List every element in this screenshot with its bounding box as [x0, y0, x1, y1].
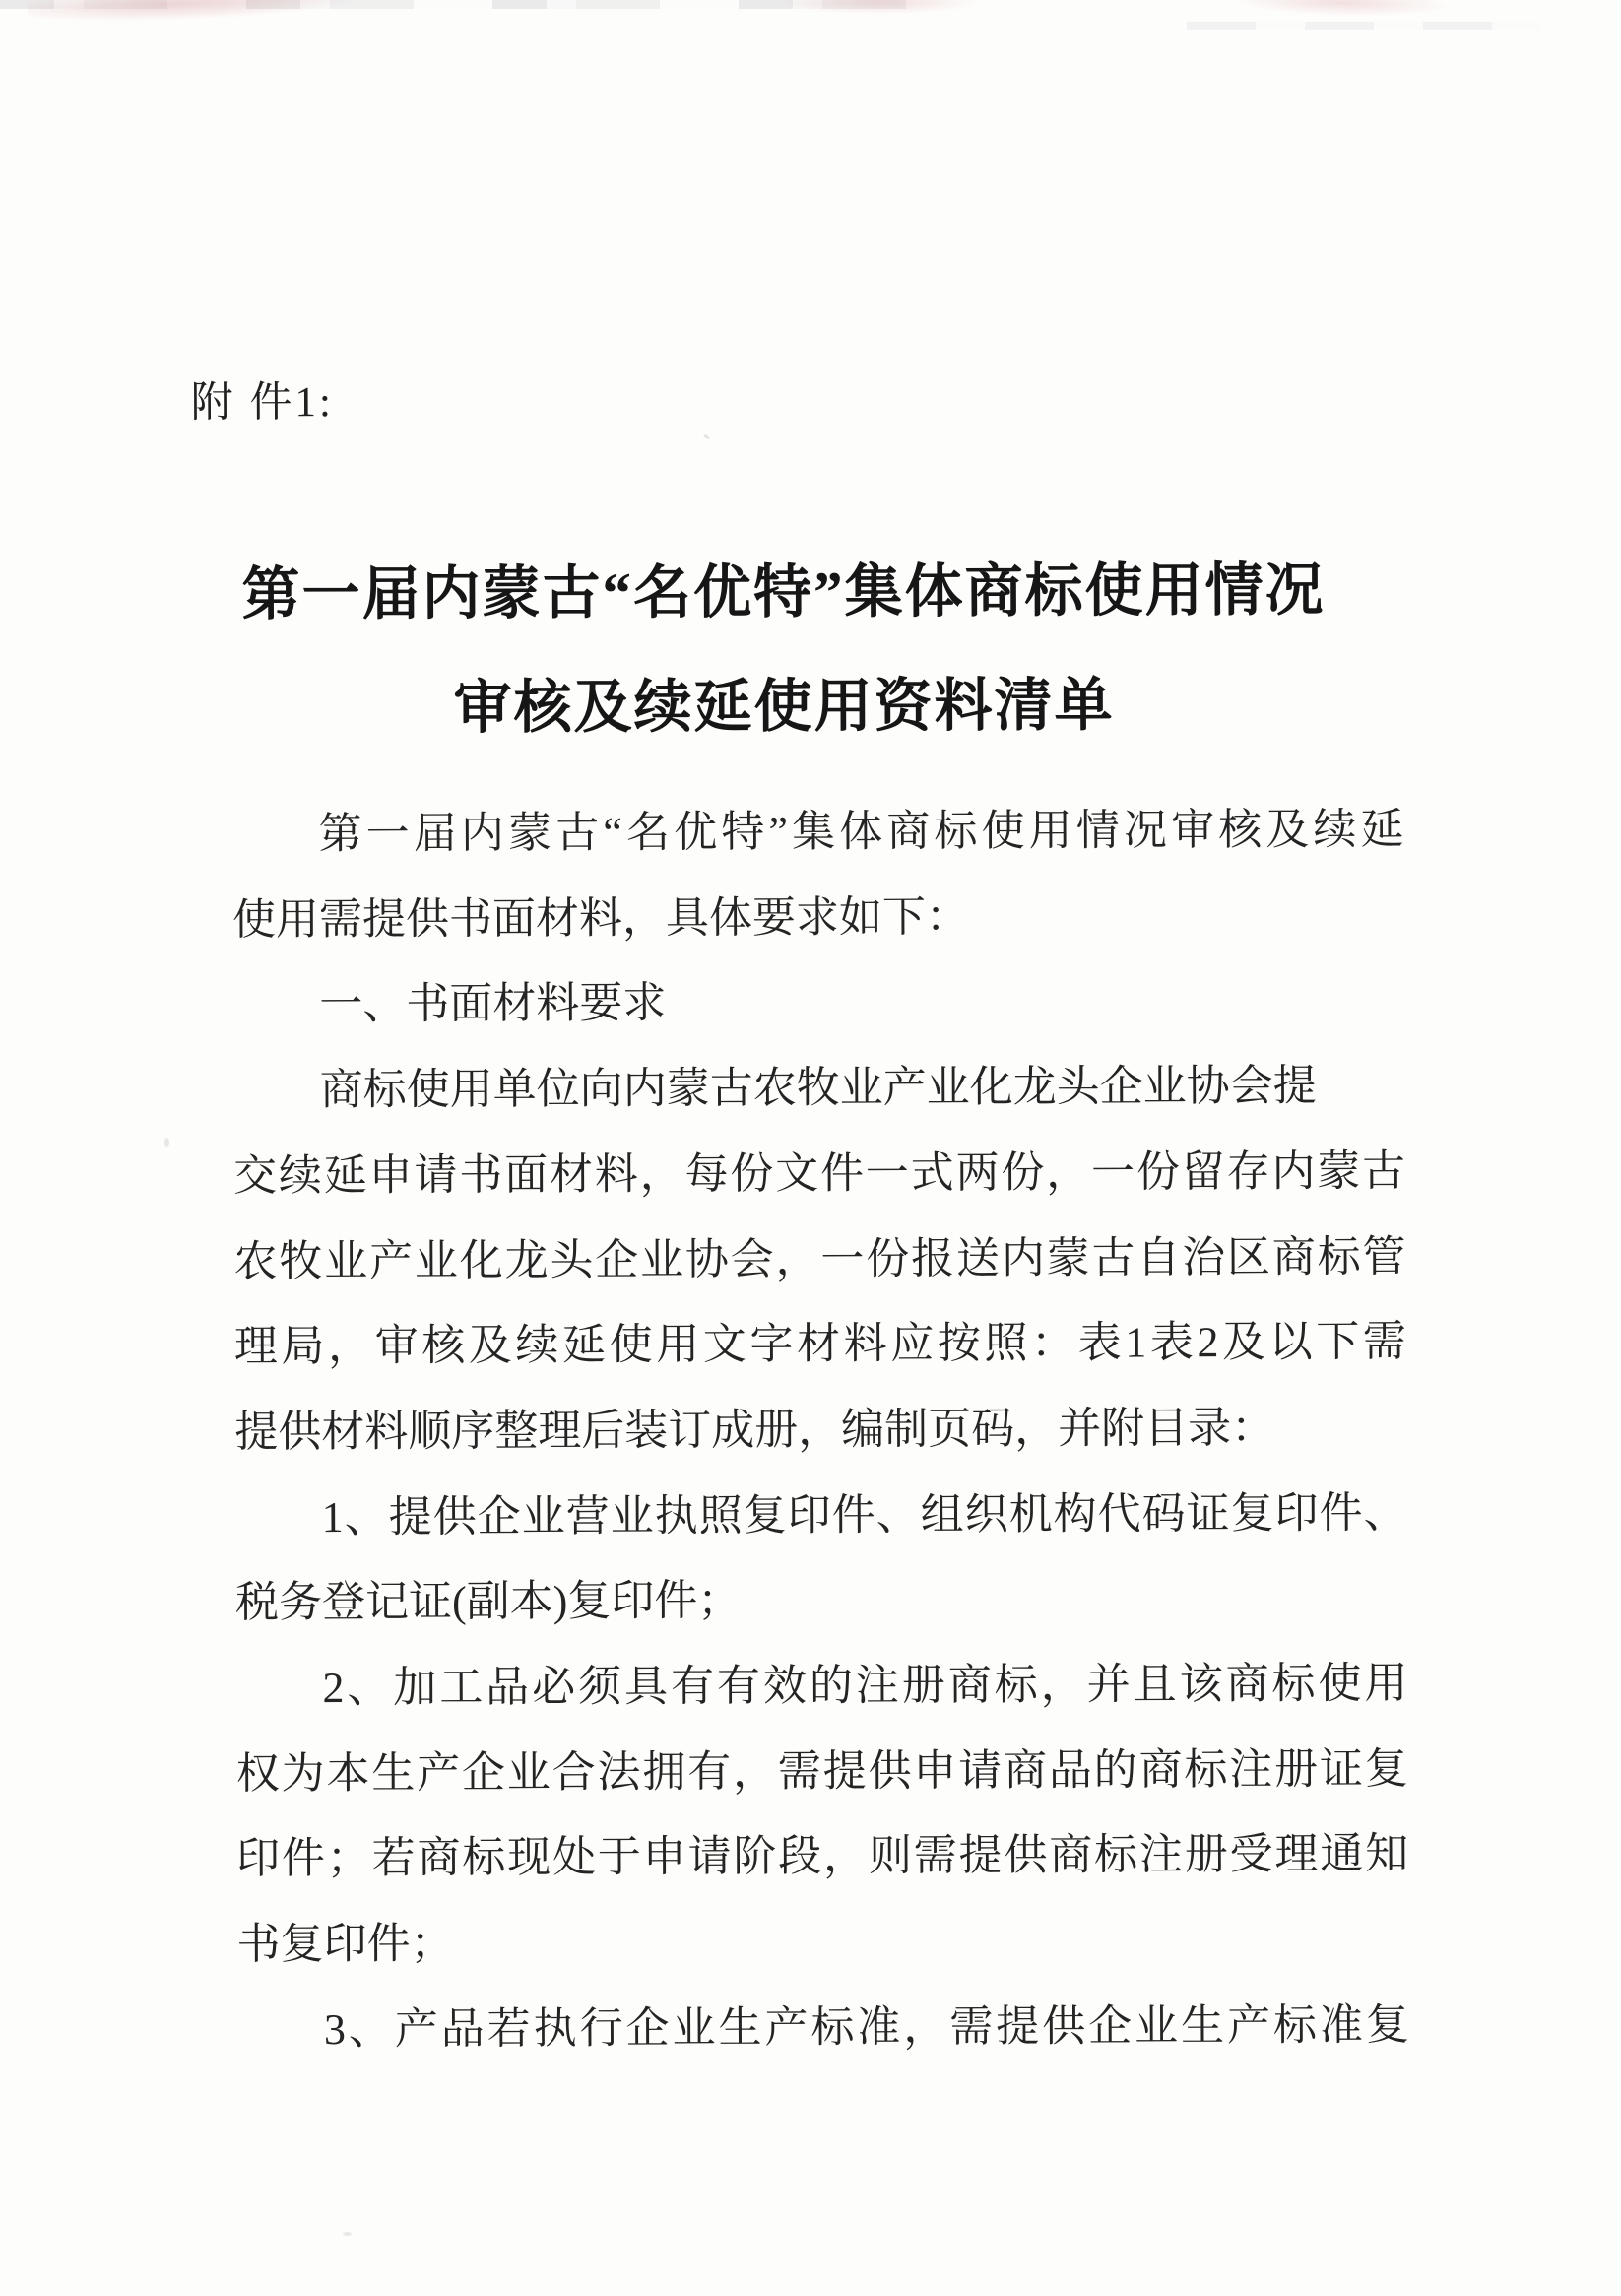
- body-line: 税务登记证(副本)复印件；: [234, 1576, 742, 1627]
- body-line: 一、书面材料要求: [319, 978, 667, 1029]
- body-line: 使用需提供书面材料，具体要求如下：: [231, 892, 970, 945]
- attachment-label: 附 件1:: [190, 379, 334, 426]
- body-text: [231, 786, 1409, 2101]
- body-line: 书复印件；: [236, 1919, 454, 1969]
- body-line: 2、加工品必须具有有效的注册商标，并且该商标使用: [322, 1659, 1408, 1713]
- body-line: 理局，审核及续延使用文字材料应按照：表1表2及以下需: [233, 1317, 1406, 1371]
- body-line: 农牧业产业化龙头企业协会，一份报送内蒙古自治区商标管: [233, 1232, 1406, 1286]
- document-title-line1: 第一届内蒙古“名优特”集体商标使用情况: [241, 557, 1326, 627]
- body-line: 印件；若商标现处于申请阶段，则需提供商标注册受理通知: [236, 1829, 1409, 1883]
- body-line: 商标使用单位向内蒙古农牧业产业化龙头企业协会提: [319, 1061, 1317, 1115]
- body-line: 第一届内蒙古“名优特”集体商标使用情况审核及续延: [318, 805, 1404, 859]
- body-line: 交续延申请书面材料，每份文件一式两份，一份留存内蒙古: [233, 1147, 1406, 1201]
- body-line: 3、产品若执行企业生产标准，需提供企业生产标准复: [323, 2001, 1409, 2055]
- body-line: 提供材料顺序整理后装订成册，编制页码，并附目录：: [234, 1403, 1275, 1457]
- body-line: 1、提供企业营业执照复印件、组织机构代码证复印件、: [321, 1488, 1407, 1542]
- body-line: 权为本生产企业合法拥有，需提供申请商品的商标注册证复: [235, 1744, 1408, 1799]
- document-title-line2: 审核及续延使用资料清单: [453, 672, 1115, 741]
